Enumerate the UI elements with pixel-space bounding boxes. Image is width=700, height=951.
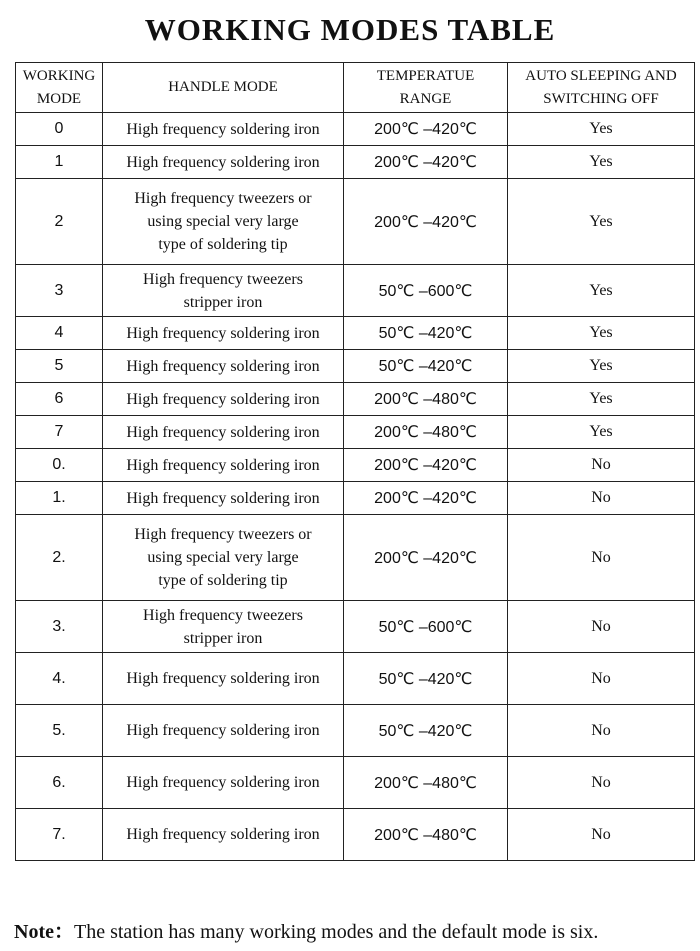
cell-temperature-range: 200℃ –420℃ xyxy=(344,146,508,179)
handle-mode-line: type of soldering tip xyxy=(158,572,288,589)
handle-mode-line: High frequency soldering iron xyxy=(126,722,320,739)
handle-mode-line: High frequency soldering iron xyxy=(126,324,320,342)
header-auto-sleeping xyxy=(508,63,695,113)
cell-working-mode: 2. xyxy=(16,515,103,601)
cell-working-mode: 6 xyxy=(16,383,103,416)
note-text: The station has many working modes and the default mode is six. xyxy=(73,921,599,943)
cell-handle-mode xyxy=(103,653,344,705)
table-row xyxy=(16,705,695,757)
cell-auto-sleeping: Yes xyxy=(508,350,695,383)
table-row xyxy=(16,601,695,653)
cell-working-mode: 2 xyxy=(16,179,103,265)
table-row xyxy=(16,482,695,515)
handle-mode-line: High frequency soldering iron xyxy=(126,670,320,687)
cell-temperature-range: 200℃ –480℃ xyxy=(344,757,508,809)
table-row xyxy=(16,113,695,146)
cell-handle-mode xyxy=(103,179,344,265)
handle-mode-line: High frequency soldering iron xyxy=(126,423,320,441)
cell-temperature-range: 50℃ –420℃ xyxy=(344,317,508,350)
cell-working-mode: 0 xyxy=(16,113,103,146)
cell-temperature-range: 200℃ –480℃ xyxy=(344,383,508,416)
cell-auto-sleeping: No xyxy=(508,601,695,653)
table-row xyxy=(16,515,695,601)
cell-working-mode: 1. xyxy=(16,482,103,515)
cell-temperature-range: 200℃ –420℃ xyxy=(344,482,508,515)
cell-working-mode: 6. xyxy=(16,757,103,809)
cell-auto-sleeping: No xyxy=(508,809,695,861)
cell-handle-mode xyxy=(103,515,344,601)
cell-handle-mode xyxy=(103,265,344,317)
header-working-mode-line2: MODE xyxy=(36,90,82,107)
table-row xyxy=(16,383,695,416)
cell-temperature-range: 50℃ –600℃ xyxy=(344,265,508,317)
handle-mode-line: using special very large xyxy=(147,213,299,230)
cell-handle-mode xyxy=(103,416,344,449)
cell-auto-sleeping: Yes xyxy=(508,146,695,179)
cell-handle-mode xyxy=(103,809,344,861)
handle-mode-line: High frequency soldering iron xyxy=(126,774,320,791)
cell-handle-mode xyxy=(103,383,344,416)
cell-handle-mode xyxy=(103,317,344,350)
handle-mode-line: High frequency tweezers or xyxy=(134,526,312,543)
cell-temperature-range: 50℃ –420℃ xyxy=(344,350,508,383)
table-row xyxy=(16,416,695,449)
header-temperature-range xyxy=(344,63,508,113)
cell-handle-mode xyxy=(103,757,344,809)
header-auto-line1: AUTO SLEEPING AND xyxy=(525,67,677,84)
cell-auto-sleeping: No xyxy=(508,653,695,705)
cell-working-mode: 7. xyxy=(16,809,103,861)
cell-auto-sleeping: No xyxy=(508,449,695,482)
header-auto-line2: SWITCHING OFF xyxy=(543,90,659,107)
cell-temperature-range: 200℃ –480℃ xyxy=(344,809,508,861)
cell-auto-sleeping: Yes xyxy=(508,113,695,146)
cell-auto-sleeping: Yes xyxy=(508,416,695,449)
cell-working-mode: 3. xyxy=(16,601,103,653)
note-label: Note： xyxy=(14,921,74,943)
handle-mode-line: stripper iron xyxy=(183,293,263,311)
cell-temperature-range: 200℃ –420℃ xyxy=(344,179,508,265)
cell-temperature-range: 50℃ –420℃ xyxy=(344,653,508,705)
cell-handle-mode xyxy=(103,113,344,146)
cell-auto-sleeping: No xyxy=(508,482,695,515)
header-temperature-line2: RANGE xyxy=(399,90,452,107)
table-row xyxy=(16,179,695,265)
cell-handle-mode xyxy=(103,350,344,383)
handle-mode-line: using special very large xyxy=(147,549,299,566)
working-modes-table xyxy=(15,62,695,861)
cell-working-mode: 4. xyxy=(16,653,103,705)
table-row xyxy=(16,146,695,179)
footnote xyxy=(14,915,694,944)
table-row xyxy=(16,317,695,350)
table-row xyxy=(16,809,695,861)
handle-mode-line: High frequency tweezers xyxy=(143,270,303,288)
table-row xyxy=(16,265,695,317)
header-working-mode xyxy=(16,63,103,113)
handle-mode-line: stripper iron xyxy=(183,629,263,647)
cell-temperature-range: 200℃ –480℃ xyxy=(344,416,508,449)
cell-working-mode: 5. xyxy=(16,705,103,757)
cell-working-mode: 3 xyxy=(16,265,103,317)
handle-mode-line: High frequency tweezers or xyxy=(134,190,312,207)
cell-handle-mode xyxy=(103,146,344,179)
handle-mode-line: High frequency soldering iron xyxy=(126,357,320,375)
handle-mode-line: High frequency soldering iron xyxy=(126,489,320,507)
handle-mode-line: High frequency soldering iron xyxy=(126,120,320,138)
table-row xyxy=(16,757,695,809)
cell-temperature-range: 200℃ –420℃ xyxy=(344,113,508,146)
cell-handle-mode xyxy=(103,601,344,653)
cell-handle-mode xyxy=(103,482,344,515)
cell-working-mode: 1 xyxy=(16,146,103,179)
cell-auto-sleeping: No xyxy=(508,515,695,601)
handle-mode-line: High frequency soldering iron xyxy=(126,826,320,843)
cell-auto-sleeping: Yes xyxy=(508,317,695,350)
cell-auto-sleeping: No xyxy=(508,705,695,757)
handle-mode-line: High frequency soldering iron xyxy=(126,456,320,474)
cell-auto-sleeping: Yes xyxy=(508,383,695,416)
handle-mode-line: High frequency soldering iron xyxy=(126,390,320,408)
table-row xyxy=(16,653,695,705)
cell-handle-mode xyxy=(103,705,344,757)
cell-auto-sleeping: Yes xyxy=(508,179,695,265)
cell-temperature-range: 50℃ –420℃ xyxy=(344,705,508,757)
header-handle-mode: HANDLE MODE xyxy=(103,63,344,113)
cell-temperature-range: 200℃ –420℃ xyxy=(344,515,508,601)
header-temperature-line1: TEMPERATUE xyxy=(376,67,475,84)
cell-auto-sleeping: No xyxy=(508,757,695,809)
table-header-row xyxy=(16,63,695,113)
cell-temperature-range: 200℃ –420℃ xyxy=(344,449,508,482)
table-row xyxy=(16,350,695,383)
handle-mode-line: High frequency tweezers xyxy=(143,606,303,624)
table-row xyxy=(16,449,695,482)
cell-working-mode: 4 xyxy=(16,317,103,350)
header-working-mode-line1: WORKING xyxy=(22,67,96,84)
handle-mode-line: type of soldering tip xyxy=(158,236,288,253)
cell-handle-mode xyxy=(103,449,344,482)
page-title: WORKING MODES TABLE xyxy=(144,12,556,47)
cell-temperature-range: 50℃ –600℃ xyxy=(344,601,508,653)
cell-working-mode: 7 xyxy=(16,416,103,449)
handle-mode-line: High frequency soldering iron xyxy=(126,153,320,171)
table-body xyxy=(16,113,695,861)
cell-working-mode: 5 xyxy=(16,350,103,383)
cell-auto-sleeping: Yes xyxy=(508,265,695,317)
cell-working-mode: 0. xyxy=(16,449,103,482)
